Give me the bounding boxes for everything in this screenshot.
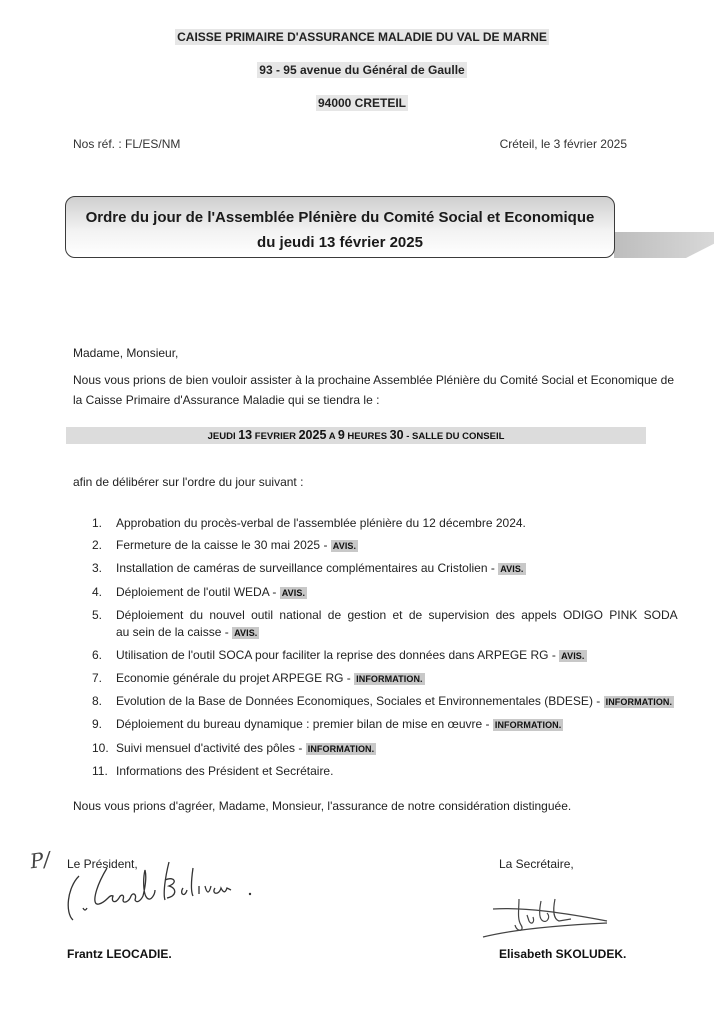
organization-city-text: 94000 CRETEIL	[317, 96, 407, 110]
agenda-item-number: 11.	[92, 763, 108, 778]
agenda-item-tag: AVIS.	[332, 541, 357, 552]
agenda-item	[92, 557, 706, 580]
meeting-room: - SALLE DU CONSEIL	[403, 431, 505, 442]
document-title-line2: du jeudi 13 février 2025	[257, 234, 423, 251]
agenda-item	[92, 737, 706, 760]
president-label: Le Président,	[67, 857, 138, 871]
agenda-item-text: Déploiement de l'outil WEDA -	[116, 584, 280, 599]
meeting-at: A	[326, 431, 338, 442]
meeting-year: 2025	[298, 428, 327, 442]
agenda-item-tag: AVIS.	[234, 627, 258, 638]
intro-line-1: Nous vous prions de bien vouloir assister à la prochaine Assemblée Plénière du Comité Social et Economique de	[73, 373, 675, 387]
secretary-signature	[475, 895, 615, 945]
organization-city	[0, 96, 724, 110]
agenda-item	[92, 760, 706, 782]
agenda-item-text: Fermeture de la caisse le 30 mai 2025 -	[116, 538, 331, 553]
secretary-label: La Secrétaire,	[499, 857, 574, 871]
meeting-month: FEVRIER	[252, 431, 299, 442]
agenda-item-text: Installation de caméras de surveillance complémentaires au Cristolien -	[116, 561, 499, 576]
organization-address	[0, 63, 724, 77]
agenda-item-text: Informations des Président et Secrétaire.	[116, 763, 334, 778]
agenda-item	[92, 713, 706, 736]
agenda-item	[92, 581, 706, 604]
our-reference: Nos réf. : FL/ES/NM	[73, 137, 181, 151]
agenda-item-tag: AVIS.	[281, 587, 306, 598]
organization-address-text: 93 - 95 avenue du Général de Gaulle	[259, 63, 465, 77]
agenda-item-number: 2.	[92, 538, 103, 553]
agenda-item-text: Evolution de la Base de Données Economiques, Sociales et Environnementales (BDESE) -	[116, 694, 604, 709]
president-name: Frantz LEOCADIE.	[67, 947, 172, 961]
title-box-shadow	[614, 232, 714, 258]
secretary-name: Elisabeth SKOLUDEK.	[499, 947, 627, 961]
agenda-item	[92, 512, 706, 534]
organization-name-text: CAISSE PRIMAIRE D'ASSURANCE MALADIE DU VAL DE MARNE	[177, 30, 547, 44]
agenda-item-number: 10.	[92, 740, 109, 755]
president-signature	[65, 858, 265, 928]
agenda-item	[92, 534, 706, 557]
agenda-item-number: 3.	[92, 561, 103, 576]
document-title-box	[65, 196, 615, 258]
document-title-line1: Ordre du jour de l'Assemblée Plénière du Comité Social et Economique	[85, 209, 595, 226]
agenda-list	[92, 512, 706, 782]
agenda-item-number: 5.	[92, 607, 103, 622]
agenda-item	[92, 667, 706, 690]
agenda-item	[92, 690, 706, 713]
salutation: Madame, Monsieur,	[73, 346, 179, 360]
meeting-hour: 9	[337, 428, 345, 442]
agenda-item-text: Déploiement du bureau dynamique : premier bilan de mise en œuvre -	[116, 717, 493, 732]
place-and-date: Créteil, le 3 février 2025	[499, 137, 627, 151]
agenda-item-number: 7.	[92, 671, 103, 686]
per-procurationem-mark: P/	[28, 846, 52, 874]
agenda-item-text: Approbation du procès-verbal de l'assemblée plénière du 12 décembre 2024.	[116, 516, 526, 530]
meeting-date-number: 13	[238, 428, 253, 442]
agenda-item-text-continued: au sein de la caisse -	[116, 624, 233, 639]
agenda-item-tag: AVIS.	[500, 564, 524, 575]
agenda-item-number: 1.	[92, 516, 103, 530]
meeting-hours-word: HEURES	[344, 431, 390, 442]
meeting-day: JEUDI	[207, 431, 239, 442]
agenda-item-tag: AVIS.	[561, 650, 585, 661]
agenda-intro: afin de délibérer sur l'ordre du jour suivant :	[73, 475, 304, 489]
agenda-item-tag: INFORMATION.	[494, 720, 562, 731]
organization-name	[0, 30, 724, 44]
agenda-item-text: Déploiement du nouvel outil national de gestion et de supervision des appels ODIGO PINK SODA	[116, 607, 678, 622]
intro-line-2: la Caisse Primaire d'Assurance Maladie qui se tiendra le :	[73, 393, 380, 407]
agenda-item-number: 9.	[92, 717, 103, 732]
agenda-item-text: Economie générale du projet ARPEGE RG -	[116, 671, 355, 686]
agenda-item-tag: INFORMATION.	[356, 674, 423, 685]
agenda-item-number: 8.	[92, 694, 103, 709]
meeting-minutes: 30	[389, 428, 404, 442]
intro-paragraph	[73, 370, 693, 410]
agenda-item	[92, 644, 706, 667]
closing-formula: Nous vous prions d'agréer, Madame, Monsieur, l'assurance de notre considération distinguée.	[73, 799, 572, 813]
agenda-item-tag: INFORMATION.	[605, 697, 673, 708]
agenda-item-number: 4.	[92, 584, 103, 599]
agenda-item-number: 6.	[92, 647, 103, 662]
agenda-item-text: Suivi mensuel d'activité des pôles -	[116, 740, 306, 755]
meeting-date-banner	[66, 427, 646, 444]
agenda-item	[92, 604, 706, 644]
agenda-item-text: Utilisation de l'outil SOCA pour faciliter la reprise des données dans ARPEGE RG -	[116, 647, 560, 662]
agenda-item-tag: INFORMATION.	[307, 743, 375, 754]
